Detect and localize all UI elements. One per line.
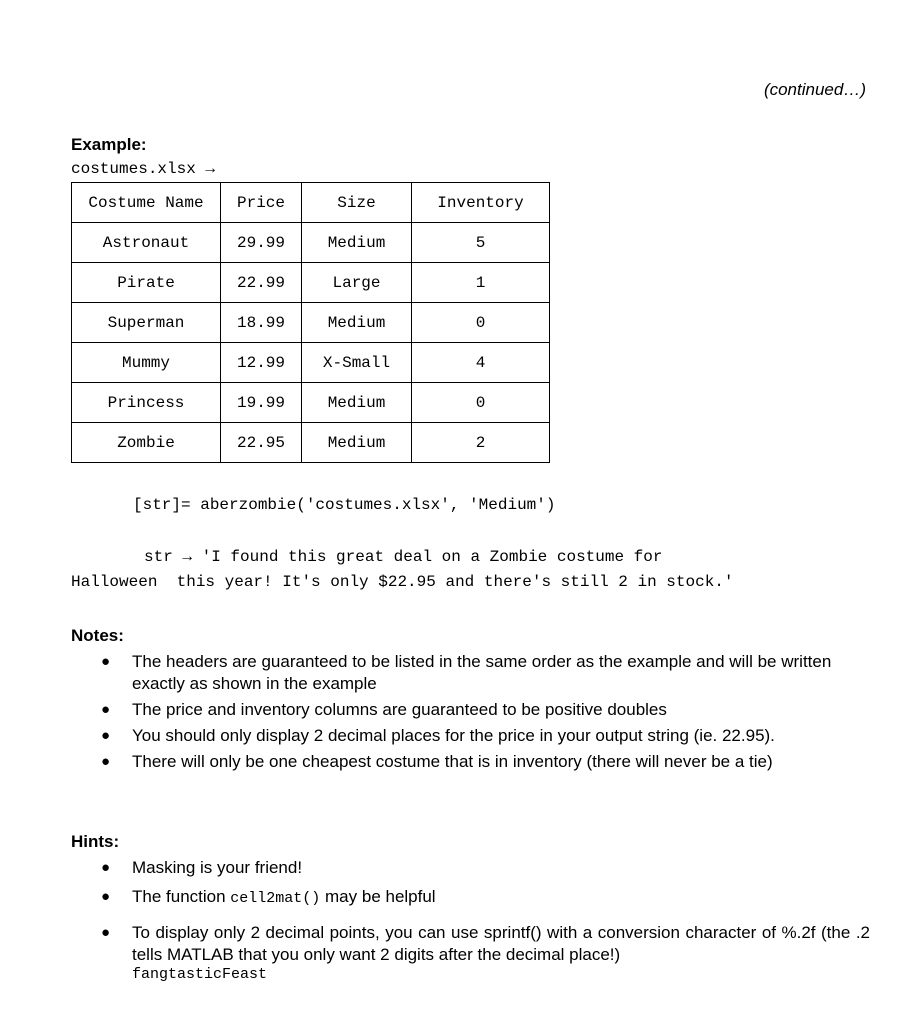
file-name-line: costumes.xlsx → [71, 160, 216, 178]
note-text: The price and inventory columns are guaranteed to be positive doubles [132, 700, 667, 719]
bullet-icon: ● [101, 888, 111, 905]
cell-costume-name: Superman [72, 303, 221, 343]
continued-label: (continued…) [763, 80, 866, 99]
hint-text: To display only 2 decimal points, you can use sprintf() with a conversion character of %.2f (the .2 tells MATLAB that you only want 2 digits after the decimal place!) [132, 923, 870, 964]
cell-price: 29.99 [221, 223, 302, 263]
cell-price: 18.99 [221, 303, 302, 343]
cell-inventory: 1 [412, 263, 550, 303]
cell-costume-name: Princess [72, 383, 221, 423]
note-text: The headers are guaranteed to be listed in the same order as the example and will be written exactly as shown in the example [132, 652, 832, 693]
bullet-icon: ● [101, 859, 111, 876]
list-item [95, 922, 870, 984]
costume-table [71, 182, 550, 463]
cell-costume-name: Astronaut [72, 223, 221, 263]
list-item [95, 886, 870, 910]
cell-inventory: 5 [412, 223, 550, 263]
note-text: You should only display 2 decimal places for the price in your output string (ie. 22.95). [132, 726, 775, 745]
list-item [95, 857, 870, 879]
table-header-row [72, 183, 550, 223]
cell-size: Medium [302, 223, 412, 263]
header-price: Price [221, 183, 302, 223]
hint-text-prefix: The function [132, 887, 231, 906]
cell-inventory: 2 [412, 423, 550, 463]
list-item [95, 651, 870, 695]
cell-size: Medium [302, 383, 412, 423]
table-row [72, 223, 550, 263]
cell-price: 19.99 [221, 383, 302, 423]
next-function-name: fangtasticFeast [132, 966, 268, 983]
header-costume-name: Costume Name [72, 183, 221, 223]
table-row [72, 303, 550, 343]
cell-size: Large [302, 263, 412, 303]
cell-size: Medium [302, 423, 412, 463]
hint-text-suffix: may be helpful [320, 887, 436, 906]
output-line-1: str → 'I found this great deal on a Zombie costume for [144, 548, 663, 566]
table-row [72, 263, 550, 303]
table-row [72, 343, 550, 383]
cell-size: Medium [302, 303, 412, 343]
example-heading: Example: [71, 135, 147, 154]
hint-code: cell2mat() [230, 890, 321, 907]
cell-price: 12.99 [221, 343, 302, 383]
cell-costume-name: Pirate [72, 263, 221, 303]
notes-list [95, 651, 870, 777]
table-row [72, 383, 550, 423]
cell-costume-name: Mummy [72, 343, 221, 383]
cell-price: 22.95 [221, 423, 302, 463]
bullet-icon: ● [101, 924, 111, 941]
bullet-icon: ● [101, 653, 111, 670]
list-item [95, 751, 870, 773]
header-inventory: Inventory [412, 183, 550, 223]
function-call-line: [str]= aberzombie('costumes.xlsx', 'Medium') [133, 496, 556, 514]
list-item [95, 699, 870, 721]
cell-inventory: 0 [412, 383, 550, 423]
output-line-2: Halloween this year! It's only $22.95 and there's still 2 in stock.' [71, 573, 734, 591]
bullet-icon: ● [101, 753, 111, 770]
note-text: There will only be one cheapest costume that is in inventory (there will never be a tie) [132, 752, 773, 771]
cell-inventory: 4 [412, 343, 550, 383]
list-item [95, 725, 870, 747]
notes-heading: Notes: [71, 626, 124, 645]
cell-size: X-Small [302, 343, 412, 383]
table-row [72, 423, 550, 463]
cell-costume-name: Zombie [72, 423, 221, 463]
bullet-icon: ● [101, 701, 111, 718]
cell-price: 22.99 [221, 263, 302, 303]
hints-heading: Hints: [71, 832, 120, 851]
hints-list [95, 857, 870, 991]
header-size: Size [302, 183, 412, 223]
bullet-icon: ● [101, 727, 111, 744]
hint-text: Masking is your friend! [132, 858, 303, 877]
cell-inventory: 0 [412, 303, 550, 343]
